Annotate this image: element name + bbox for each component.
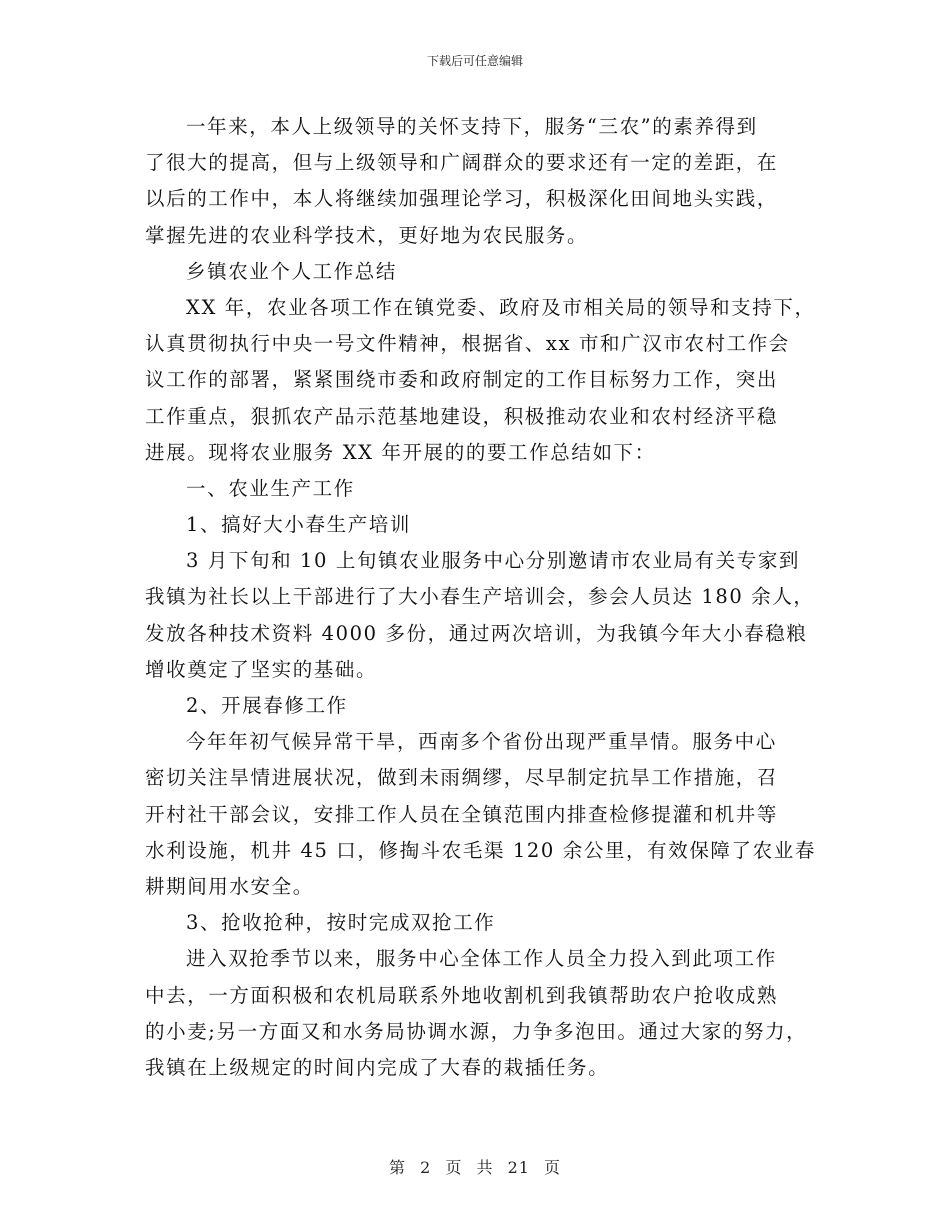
paragraph-line: 进展。现将农业服务 XX 年开展的的要工作总结如下： [145,440,656,464]
paragraph-line: 开村社干部会议，安排工作人员在全镇范围内排查检修提灌和机井等 [145,802,779,826]
paragraph-line: 3 月下旬和 10 上旬镇农业服务中心分别邀请市农业局有关专家到 [186,549,801,573]
paragraph-line: 密切关注旱情进展状况，做到未雨绸缪，尽早制定抗旱工作措施，召 [145,766,779,790]
subsection-heading: 1、搞好大小春生产培训 [186,513,412,537]
paragraph-line: XX 年，农业各项工作在镇党委、政府及市相关局的领导和支持下， [186,295,816,319]
total-page-count: 21 [507,1158,530,1177]
paragraph-line: 一年来，本人上级领导的关怀支持下，服务“三农”的素养得到 [186,115,758,138]
paragraph-line: 了很大的提高，但与上级领导和广阔群众的要求还有一定的差距，在 [145,151,779,175]
subsection-heading: 2、开展春修工作 [186,694,348,717]
footer-page-label: 页 [445,1158,463,1177]
page-footer [0,1155,950,1178]
paragraph-line: 水利设施，机井 45 口，修掏斗农毛渠 120 余公里，有效保障了农业春 [145,838,816,862]
paragraph-line: 增收奠定了坚实的基础。 [145,657,378,681]
paragraph-line: 今年年初气候异常干旱，西南多个省份出现严重旱情。服务中心 [186,730,777,754]
paragraph-line: 掌握先进的农业科学技术，更好地为农民服务。 [145,223,589,247]
document-body [145,109,815,1086]
paragraph-line: 进入双抢季节以来，服务中心全体工作人员全力投入到此项工作 [186,947,777,971]
paragraph-line: 工作重点，狠抓农产品示范基地建设，积极推动农业和农村经济平稳 [145,404,779,428]
section-heading: 一、农业生产工作 [186,476,355,500]
section-title: 乡镇农业个人工作总结 [186,259,398,283]
subsection-heading: 3、抢收抢种，按时完成双抢工作 [186,911,496,935]
paragraph-line: 耕期间用水安全。 [145,874,314,898]
paragraph-line: 中去，一方面积极和农机局联系外地收割机到我镇帮助农户抢收成熟 [145,983,779,1007]
paragraph-line: 议工作的部署，紧紧围绕市委和政府制定的工作目标努力工作，突出 [145,368,779,392]
footer-suffix: 页 [544,1158,562,1177]
paragraph-line: 发放各种技术资料 4000 多份，通过两次培训，为我镇今年大小春稳粮 [145,621,808,645]
footer-prefix: 第 [388,1158,406,1177]
current-page-number: 2 [420,1158,432,1177]
paragraph-line: 的小麦;另一方面又和水务局协调水源，力争多泡田。通过大家的努力， [145,1019,808,1043]
paragraph-line: 我镇为社长以上干部进行了大小春生产培训会，参会人员达 180 余人， [145,585,815,609]
page-header-note: 下载后可任意编辑 [426,54,523,68]
paragraph-line: 我镇在上级规定的时间内完成了大春的栽插任务。 [145,1055,610,1079]
paragraph-line: 认真贯彻执行中央一号文件精神，根据省、xx 市和广汉市农村工作会 [145,332,790,356]
paragraph-line: 以后的工作中，本人将继续加强理论学习，积极深化田间地头实践， [145,187,779,211]
footer-total-label: 共 [476,1158,494,1177]
